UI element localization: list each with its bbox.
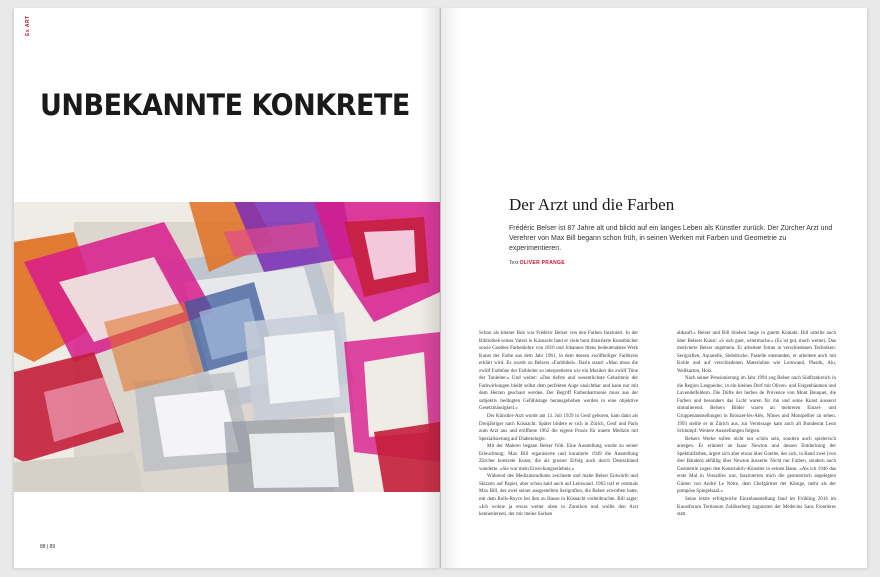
byline-author: OLIVER PRANGE: [519, 260, 565, 266]
byline-label: Text: [509, 260, 519, 266]
article-title: Der Arzt und die Farben: [509, 195, 675, 214]
right-page: [441, 8, 867, 568]
body-column-2: [677, 330, 836, 519]
byline: [509, 260, 565, 266]
paragraph: Nach seiner Pensionierung im Jahr 1994 zog Belser nach Südfrankreich in die Region Languedoc, in ein kleines Dorf mit Oliven- und Feigenbäumen und Lavendelfeldern. Die Düfte der herbes de Provence von Mont Bouquet, die Farben und besonders das Licht waren für ihn und seine Kunst äusserst stimulierend. Belsers Bilder waren an mehreren Einzel- und Gruppenausstellungen in Brouzet-lès-Alès, Nîmes und Montpellier zu sehen. 1993 stellte er in Zürich aus, zur Vernissage kam auch alt Bundesrat Leon Schlumpf. Weitere Ausstellungen folgten.: [677, 376, 836, 435]
artwork-illustration: [14, 202, 440, 492]
paragraph: Der Künstler-Arzt wurde am 13. Juli 1929 in Genf geboren, kam dann als Dreijähriger nach Küsnacht. Später bildete er sich in Zürich, Genf und Paris zum Arzt aus und eröffnete 1962 die eigene Praxis für innere Medizin mit Spezialisierung auf Diabetologie.: [479, 414, 638, 442]
paragraph: Seine letzte erfolgreiche Einzelausstellung fand im Frühling 2016 im Kunstforum Tertianum Zollikerberg zugunsten der Médecins Sans Frontières statt.: [677, 497, 836, 518]
section-tag: Ex ART: [25, 15, 31, 36]
article-lede: Frédéric Belser ist 87 Jahre alt und blickt auf ein langes Leben als Künstler zurück. Der Zürcher Arzt und Verehrer von Max Bill begann schon früh, in seinen Werken mit Farben und Geometrie zu experimentieren.: [509, 225, 833, 252]
paragraph: Belsers Werke sollen nicht nur schön sein, sondern auch spielerisch anregen. Er erinnert an Isaac Newton und dessen Entdeckung der Spektralfarben, ärgert sich aber etwas über Goethe, der sich, in Band zwei (von drei Bänden) abfällig über Newton äusserte. Nicht nur Farben, sondern auch Geometrie zogen den Konstruktiv-Künstler in seinen Bann. «Als ich 1946 das erste Mal in Versailles war, faszinierten mich die geometrisch angelegten Gärten von André Le Nôtre, dem Chefgärtner der Könige, mehr als der pompöse Spiegelsaal.»: [677, 436, 836, 495]
paragraph: Mit der Malerei begann Belser früh. Eine Ausstellung wurde zu seiner Erleuchtung: Max Bill organisierte und kuratierte 1949 die Ausstellung Zürcher konkrete Kunst, die als grosser Erfolg auch durch Deutschland wanderte. «Sie war mein Erweckungserlebnis.»: [479, 444, 638, 472]
artwork-photo: [14, 202, 440, 492]
page-folio: 88 | 89: [40, 544, 56, 550]
paragraph: Während des Medizinstudiums zeichnete und malte Belser Entwürfe und Skizzen auf Papier, aber schon bald auch auf Leinwand. 1963 traf er erstmals Max Bill, der zwei seiner ausgestellten Serigrafien, die Belser erworben hatte, mit dem Rolls-Royce bei ihm zu Hause in Küsnacht vorbeibrachte. Bill sagte: «Ich wohne ja etwas weiter oben in Zumikon und wollte den Arzt kennenlernen, der mir meine Sachen: [479, 474, 638, 518]
paragraph: abkauft.» Belser und Bill blieben lange in gutem Kontakt. Bill urteilte auch über Belsers Kunst: «S isch guet, witermache.» (Es ist gut, mach weiter). Das motivierte Belser ungemein. Er arbeitete fortan in verschiedenen Techniken: Serigrafien, Aquarelle, Siebdrucke, Pastelle entstanden, er arbeitete auch mit Kohle und auf verschiedenen Materialien wie Leinwand, Plastik, Alu, Wellkarton, Holz.: [677, 331, 836, 374]
page-headline: UNBEKANNTE KONKRETE: [40, 88, 410, 122]
left-page: [14, 8, 440, 568]
body-column-1: [479, 330, 638, 519]
paragraph: Schon als kleiner Bub war Frédéric Belser von den Farben fasziniert. In der Bibliothek seines Vaters in Küsnacht fand er viele bunt illustrierte Kunstbücher sowie Goethes Farbenlehre von 1810 und Johannes Ittens bedeutendstes Werk Kunst der Farbe aus dem Jahr 1961, in dem dessen zwölfteiliger Farbkreis erklärt wird. Es wurde zu Belsers «Farbbibel». Darin stand: «Man muss die zwölf Farbtöne der Farbleiter so interpretieren wie ein Musiker die zwölf Töne der Tonleiter.» Und weiter: «Das tiefste und wesentlichste Geheimnis der Farbwirkungen bleibt selbst dem perfekten Auge unsichtbar und kann nur mit dem Herzen geschaut werden. Der Begriff Farbenharmonie muss aus der subjektiv bedingten Gefühlslage herausgehoben werden in eine objektive Gesetzmässigkeit.»: [479, 331, 638, 412]
